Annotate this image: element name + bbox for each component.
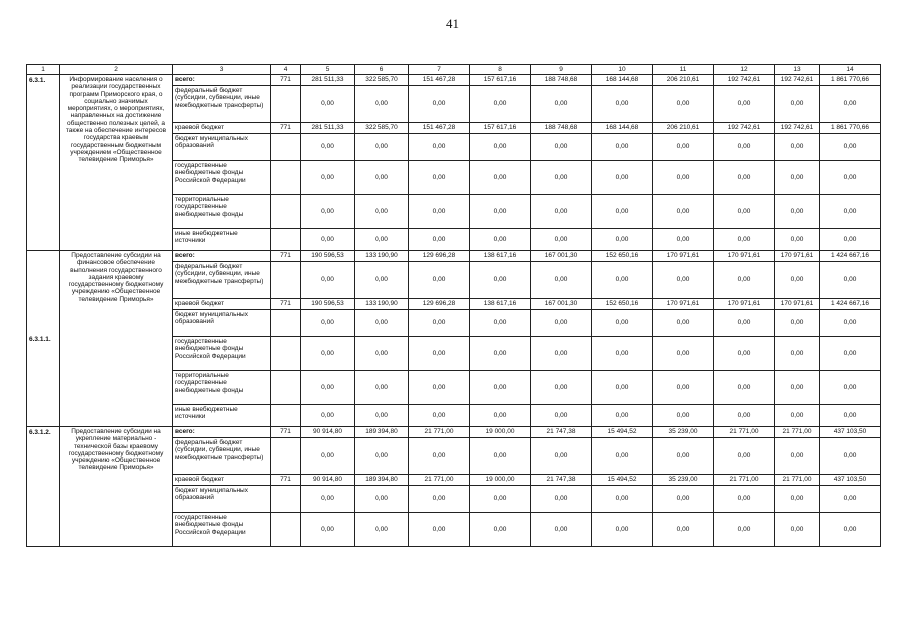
- amount-cell: 0,00: [714, 86, 775, 123]
- grbs-code: [271, 195, 301, 229]
- funding-source: федеральный бюджет (субсидии, субвенции, иные межбюджетные трансферты): [173, 438, 271, 475]
- grbs-code: 771: [271, 427, 301, 438]
- amount-cell: 281 511,33: [301, 75, 355, 86]
- column-number-6: 6: [355, 65, 409, 75]
- amount-cell: 0,00: [775, 371, 820, 405]
- amount-cell: 0,00: [653, 371, 714, 405]
- funding-source: государственные внебюджетные фонды Российской Федерации: [173, 337, 271, 371]
- grbs-code: [271, 371, 301, 405]
- amount-cell: 170 971,61: [653, 251, 714, 262]
- amount-cell: 0,00: [470, 486, 531, 513]
- grbs-code: [271, 86, 301, 123]
- amount-cell: 0,00: [531, 229, 592, 251]
- amount-cell: 0,00: [653, 405, 714, 427]
- amount-cell: 0,00: [531, 405, 592, 427]
- amount-cell: 192 742,61: [714, 75, 775, 86]
- amount-cell: 0,00: [531, 371, 592, 405]
- column-number-4: 4: [271, 65, 301, 75]
- amount-cell: 170 971,61: [775, 251, 820, 262]
- table-row: [27, 75, 881, 86]
- amount-cell: 437 103,50: [820, 475, 881, 486]
- amount-cell: 0,00: [355, 195, 409, 229]
- amount-cell: 0,00: [409, 371, 470, 405]
- amount-cell: 0,00: [653, 195, 714, 229]
- grbs-code: 771: [271, 251, 301, 262]
- amount-cell: 189 394,80: [355, 427, 409, 438]
- amount-cell: 0,00: [775, 337, 820, 371]
- amount-cell: 0,00: [470, 86, 531, 123]
- amount-cell: 0,00: [775, 438, 820, 475]
- amount-cell: 21 771,00: [714, 475, 775, 486]
- amount-cell: 0,00: [653, 337, 714, 371]
- amount-cell: 0,00: [775, 86, 820, 123]
- amount-cell: 0,00: [653, 438, 714, 475]
- amount-cell: 0,00: [470, 371, 531, 405]
- amount-cell: 0,00: [355, 86, 409, 123]
- amount-cell: 0,00: [592, 195, 653, 229]
- grbs-code: [271, 337, 301, 371]
- amount-cell: 0,00: [592, 337, 653, 371]
- amount-cell: 0,00: [592, 134, 653, 161]
- amount-cell: 19 000,00: [470, 427, 531, 438]
- funding-source: территориальные государственные внебюджетные фонды: [173, 371, 271, 405]
- amount-cell: 129 696,28: [409, 299, 470, 310]
- amount-cell: 0,00: [592, 161, 653, 195]
- column-number-3: 3: [173, 65, 271, 75]
- amount-cell: 0,00: [470, 262, 531, 299]
- amount-cell: 0,00: [409, 195, 470, 229]
- budget-table: [26, 64, 881, 547]
- amount-cell: 0,00: [653, 486, 714, 513]
- grbs-code: [271, 513, 301, 547]
- amount-cell: 192 742,61: [714, 123, 775, 134]
- amount-cell: 0,00: [355, 229, 409, 251]
- column-number-12: 12: [714, 65, 775, 75]
- grbs-code: [271, 310, 301, 337]
- funding-source: государственные внебюджетные фонды Российской Федерации: [173, 161, 271, 195]
- amount-cell: 90 914,80: [301, 475, 355, 486]
- amount-cell: 0,00: [714, 262, 775, 299]
- amount-cell: 0,00: [355, 438, 409, 475]
- amount-cell: 0,00: [409, 337, 470, 371]
- grbs-code: [271, 134, 301, 161]
- amount-cell: 0,00: [301, 438, 355, 475]
- amount-cell: 0,00: [592, 486, 653, 513]
- table-row: [27, 427, 881, 438]
- amount-cell: 21 747,38: [531, 475, 592, 486]
- amount-cell: 0,00: [301, 134, 355, 161]
- amount-cell: 0,00: [301, 262, 355, 299]
- amount-cell: 167 001,30: [531, 299, 592, 310]
- amount-cell: 21 771,00: [409, 475, 470, 486]
- amount-cell: 170 971,61: [653, 299, 714, 310]
- grbs-code: 771: [271, 475, 301, 486]
- amount-cell: 0,00: [820, 337, 881, 371]
- amount-cell: 152 650,16: [592, 299, 653, 310]
- amount-cell: 0,00: [531, 134, 592, 161]
- amount-cell: 0,00: [470, 337, 531, 371]
- amount-cell: 0,00: [820, 310, 881, 337]
- amount-cell: 0,00: [714, 486, 775, 513]
- amount-cell: 0,00: [592, 86, 653, 123]
- amount-cell: 0,00: [531, 486, 592, 513]
- item-description: Предоставление субсидии на финансовое обеспечение выполнения государственного задания краевому государственному бюджетному учреждению «Общественное телевидение Приморья»: [60, 251, 173, 427]
- amount-cell: 0,00: [653, 310, 714, 337]
- amount-cell: 0,00: [409, 438, 470, 475]
- amount-cell: 21 771,00: [775, 427, 820, 438]
- amount-cell: 0,00: [355, 486, 409, 513]
- amount-cell: 167 001,30: [531, 251, 592, 262]
- amount-cell: 0,00: [714, 229, 775, 251]
- amount-cell: 0,00: [820, 86, 881, 123]
- amount-cell: 0,00: [470, 513, 531, 547]
- amount-cell: 0,00: [820, 161, 881, 195]
- funding-source: иные внебюджетные источники: [173, 405, 271, 427]
- amount-cell: 0,00: [775, 134, 820, 161]
- column-number-10: 10: [592, 65, 653, 75]
- amount-cell: 0,00: [592, 229, 653, 251]
- grbs-code: [271, 262, 301, 299]
- amount-cell: 0,00: [531, 195, 592, 229]
- amount-cell: 0,00: [355, 513, 409, 547]
- funding-source: всего:: [173, 427, 271, 438]
- amount-cell: 170 971,61: [714, 299, 775, 310]
- amount-cell: 0,00: [775, 262, 820, 299]
- amount-cell: 206 210,61: [653, 123, 714, 134]
- amount-cell: 281 511,33: [301, 123, 355, 134]
- amount-cell: 0,00: [820, 134, 881, 161]
- amount-cell: 0,00: [714, 371, 775, 405]
- grbs-code: [271, 486, 301, 513]
- funding-source: федеральный бюджет (субсидии, субвенции, иные межбюджетные трансферты): [173, 86, 271, 123]
- amount-cell: 0,00: [775, 310, 820, 337]
- item-code: 6.3.1.: [27, 75, 60, 251]
- amount-cell: 0,00: [714, 134, 775, 161]
- amount-cell: 0,00: [531, 438, 592, 475]
- amount-cell: 170 971,61: [714, 251, 775, 262]
- amount-cell: 129 696,28: [409, 251, 470, 262]
- amount-cell: 437 103,50: [820, 427, 881, 438]
- amount-cell: 190 596,53: [301, 251, 355, 262]
- amount-cell: 15 494,52: [592, 427, 653, 438]
- amount-cell: 0,00: [775, 405, 820, 427]
- column-number-8: 8: [470, 65, 531, 75]
- amount-cell: 152 650,16: [592, 251, 653, 262]
- amount-cell: 0,00: [470, 161, 531, 195]
- amount-cell: 0,00: [409, 86, 470, 123]
- amount-cell: 0,00: [775, 486, 820, 513]
- grbs-code: [271, 438, 301, 475]
- amount-cell: 35 239,00: [653, 475, 714, 486]
- amount-cell: 138 617,16: [470, 299, 531, 310]
- amount-cell: 0,00: [301, 161, 355, 195]
- amount-cell: 0,00: [301, 371, 355, 405]
- funding-source: территориальные государственные внебюджетные фонды: [173, 195, 271, 229]
- funding-source: бюджет муниципальных образований: [173, 486, 271, 513]
- funding-source: федеральный бюджет (субсидии, субвенции, иные межбюджетные трансферты): [173, 262, 271, 299]
- amount-cell: 0,00: [820, 513, 881, 547]
- grbs-code: [271, 229, 301, 251]
- column-number-7: 7: [409, 65, 470, 75]
- amount-cell: 188 748,68: [531, 75, 592, 86]
- amount-cell: 0,00: [653, 86, 714, 123]
- amount-cell: 0,00: [592, 371, 653, 405]
- amount-cell: 0,00: [820, 371, 881, 405]
- amount-cell: 0,00: [820, 486, 881, 513]
- item-description: Информирование населения о реализации государственных программ Приморского края, о социально значимых мероприятиях, о мероприятиях, направленных на достижение общественно полезных целей, а также на обеспечение интересов государства краевым государственным бюджетным учреждением «Общественное телевидение Приморья»: [60, 75, 173, 251]
- column-number-14: 14: [820, 65, 881, 75]
- amount-cell: 151 467,28: [409, 75, 470, 86]
- amount-cell: 133 190,90: [355, 251, 409, 262]
- page-number: 41: [446, 16, 459, 31]
- amount-cell: 0,00: [714, 513, 775, 547]
- amount-cell: 189 394,80: [355, 475, 409, 486]
- amount-cell: 0,00: [592, 513, 653, 547]
- amount-cell: 0,00: [714, 310, 775, 337]
- amount-cell: 0,00: [301, 229, 355, 251]
- amount-cell: 0,00: [653, 513, 714, 547]
- amount-cell: 0,00: [592, 262, 653, 299]
- amount-cell: 0,00: [653, 134, 714, 161]
- amount-cell: 157 617,16: [470, 123, 531, 134]
- amount-cell: 0,00: [409, 161, 470, 195]
- amount-cell: 0,00: [592, 310, 653, 337]
- amount-cell: 0,00: [409, 262, 470, 299]
- amount-cell: 1 424 667,16: [820, 251, 881, 262]
- amount-cell: 1 424 667,16: [820, 299, 881, 310]
- amount-cell: 0,00: [470, 195, 531, 229]
- amount-cell: 0,00: [531, 337, 592, 371]
- amount-cell: 0,00: [409, 513, 470, 547]
- column-number-9: 9: [531, 65, 592, 75]
- amount-cell: 0,00: [409, 405, 470, 427]
- amount-cell: 192 742,61: [775, 75, 820, 86]
- amount-cell: 138 617,16: [470, 251, 531, 262]
- amount-cell: 0,00: [531, 86, 592, 123]
- amount-cell: 0,00: [301, 86, 355, 123]
- amount-cell: 0,00: [301, 310, 355, 337]
- funding-source: всего:: [173, 251, 271, 262]
- amount-cell: 0,00: [714, 337, 775, 371]
- amount-cell: 0,00: [470, 405, 531, 427]
- amount-cell: 0,00: [653, 262, 714, 299]
- amount-cell: 0,00: [409, 229, 470, 251]
- amount-cell: 0,00: [714, 195, 775, 229]
- funding-source: иные внебюджетные источники: [173, 229, 271, 251]
- amount-cell: 0,00: [775, 229, 820, 251]
- amount-cell: 188 748,68: [531, 123, 592, 134]
- amount-cell: 0,00: [355, 337, 409, 371]
- table-row: [27, 251, 881, 262]
- amount-cell: 0,00: [531, 310, 592, 337]
- amount-cell: 0,00: [301, 195, 355, 229]
- amount-cell: 322 585,70: [355, 75, 409, 86]
- column-number-13: 13: [775, 65, 820, 75]
- amount-cell: 0,00: [775, 513, 820, 547]
- funding-source: всего:: [173, 75, 271, 86]
- amount-cell: 21 747,38: [531, 427, 592, 438]
- item-code: 6.3.1.2.: [27, 427, 60, 547]
- amount-cell: 0,00: [409, 134, 470, 161]
- amount-cell: 0,00: [714, 161, 775, 195]
- grbs-code: [271, 405, 301, 427]
- funding-source: государственные внебюджетные фонды Российской Федерации: [173, 513, 271, 547]
- amount-cell: 190 596,53: [301, 299, 355, 310]
- column-number-1: 1: [27, 65, 60, 75]
- amount-cell: 0,00: [470, 229, 531, 251]
- amount-cell: 151 467,28: [409, 123, 470, 134]
- amount-cell: 0,00: [820, 438, 881, 475]
- amount-cell: 0,00: [355, 161, 409, 195]
- amount-cell: 0,00: [531, 513, 592, 547]
- amount-cell: 21 771,00: [409, 427, 470, 438]
- column-number-11: 11: [653, 65, 714, 75]
- amount-cell: 0,00: [301, 405, 355, 427]
- amount-cell: 0,00: [355, 371, 409, 405]
- amount-cell: 0,00: [775, 195, 820, 229]
- funding-source: краевой бюджет: [173, 299, 271, 310]
- amount-cell: 0,00: [531, 262, 592, 299]
- amount-cell: 0,00: [301, 486, 355, 513]
- column-number-2: 2: [60, 65, 173, 75]
- header-row: [27, 65, 881, 75]
- amount-cell: 168 144,68: [592, 75, 653, 86]
- grbs-code: 771: [271, 123, 301, 134]
- amount-cell: 0,00: [531, 161, 592, 195]
- amount-cell: 0,00: [820, 262, 881, 299]
- amount-cell: 0,00: [653, 161, 714, 195]
- grbs-code: 771: [271, 75, 301, 86]
- funding-source: бюджет муниципальных образований: [173, 310, 271, 337]
- amount-cell: 0,00: [820, 405, 881, 427]
- amount-cell: 1 861 770,66: [820, 75, 881, 86]
- amount-cell: 0,00: [355, 262, 409, 299]
- amount-cell: 192 742,61: [775, 123, 820, 134]
- grbs-code: 771: [271, 299, 301, 310]
- amount-cell: 168 144,68: [592, 123, 653, 134]
- amount-cell: 170 971,61: [775, 299, 820, 310]
- amount-cell: 0,00: [714, 405, 775, 427]
- item-description: Предоставление субсидии на укрепление материально - технической базы краевому государственному бюджетному учреждению «Общественное телевидение Приморья»: [60, 427, 173, 547]
- amount-cell: 15 494,52: [592, 475, 653, 486]
- amount-cell: 21 771,00: [775, 475, 820, 486]
- amount-cell: 0,00: [409, 486, 470, 513]
- amount-cell: 0,00: [470, 438, 531, 475]
- amount-cell: 90 914,80: [301, 427, 355, 438]
- amount-cell: 0,00: [301, 337, 355, 371]
- amount-cell: 322 585,70: [355, 123, 409, 134]
- amount-cell: 0,00: [592, 405, 653, 427]
- amount-cell: 0,00: [409, 310, 470, 337]
- amount-cell: 0,00: [355, 405, 409, 427]
- amount-cell: 0,00: [470, 310, 531, 337]
- funding-source: бюджет муниципальных образований: [173, 134, 271, 161]
- amount-cell: 0,00: [355, 134, 409, 161]
- amount-cell: 157 617,16: [470, 75, 531, 86]
- amount-cell: 133 190,90: [355, 299, 409, 310]
- grbs-code: [271, 161, 301, 195]
- funding-source: краевой бюджет: [173, 475, 271, 486]
- amount-cell: 206 210,61: [653, 75, 714, 86]
- column-number-5: 5: [301, 65, 355, 75]
- amount-cell: 0,00: [820, 195, 881, 229]
- item-code: 6.3.1.1.: [27, 251, 60, 427]
- amount-cell: 0,00: [653, 229, 714, 251]
- amount-cell: 0,00: [714, 438, 775, 475]
- amount-cell: 0,00: [355, 310, 409, 337]
- amount-cell: 35 239,00: [653, 427, 714, 438]
- amount-cell: 19 000,00: [470, 475, 531, 486]
- amount-cell: 1 861 770,66: [820, 123, 881, 134]
- amount-cell: 21 771,00: [714, 427, 775, 438]
- amount-cell: 0,00: [820, 229, 881, 251]
- amount-cell: 0,00: [775, 161, 820, 195]
- funding-source: краевой бюджет: [173, 123, 271, 134]
- amount-cell: 0,00: [470, 134, 531, 161]
- amount-cell: 0,00: [592, 438, 653, 475]
- amount-cell: 0,00: [301, 513, 355, 547]
